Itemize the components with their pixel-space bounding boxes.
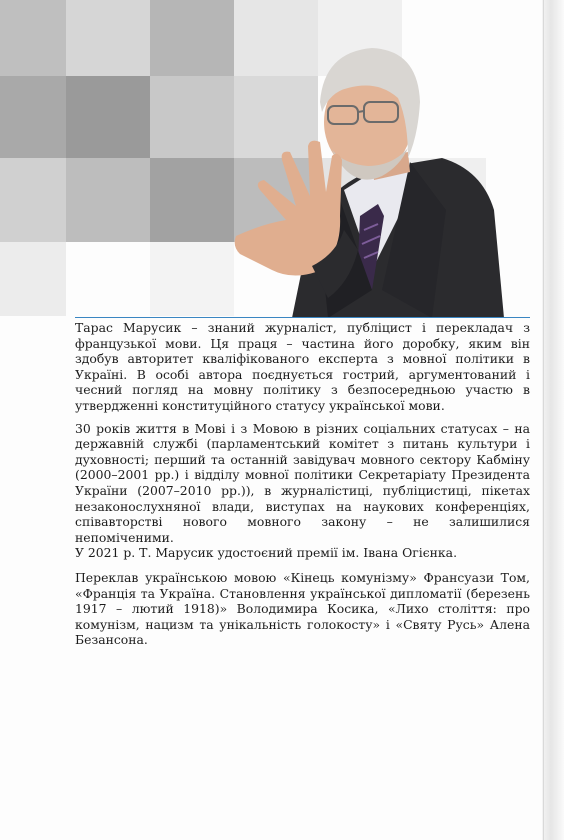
author-bio: [75, 320, 530, 655]
bio-paragraph: 30 років життя в Мові і з Мовою в різних соціальних статусах – на державній службі (парламентський комітет з питань культури і духовності; перший та останній завідувач мовного сектору Кабміну (2000–2001 рр.) і відділу мовної політики Секретаріату Президента України (2007–2010 рр.)), в журналістиці, публіцистиці, пікетах незаконослухняної влади, виступах на наукових конференціях, співавторстві нового мовного закону – не залишилися непоміченими.: [75, 420, 530, 545]
decor-tile: [0, 0, 66, 76]
decor-tile: [0, 242, 66, 316]
bio-paragraph: Переклав українською мовою «Кінець комунізму» Франсуази Том, «Франція та Україна. Становлення української дипломатії (березень 1917 – лютий 1918)» Володимира Косика, «Лихо століття: про комунізм, нацизм та унікальність голокосту» і «Святу Русь» Алена Безансона.: [75, 569, 530, 648]
cover-fold-line: [543, 0, 544, 840]
decor-tile: [66, 76, 150, 158]
decor-tile: [66, 158, 150, 242]
decor-tile: [150, 76, 234, 158]
decor-tile: [0, 76, 66, 158]
decor-tile: [150, 242, 234, 316]
decor-tile: [150, 0, 234, 76]
decor-tile: [66, 0, 150, 76]
blue-divider-rule: [75, 317, 530, 318]
decor-tile: [0, 158, 66, 242]
bio-paragraph: У 2021 р. Т. Марусик удостоєний премії ім. Івана Огієнка.: [75, 545, 458, 561]
cover-edge: [542, 0, 564, 840]
decor-tile: [150, 158, 234, 242]
bio-paragraph: Тарас Марусик – знаний журналіст, публіцист і перекладач з французької мови. Ця праця – частина його доробку, яким він здобув авторитет кваліфікованого експерта з мовної політики в Україні. В особі автора поєднується гострий, аргументований і чесний погляд на мовну політику з безпосередньою участю в утвердженні конституційного статусу української мови.: [75, 320, 530, 413]
author-photo: [232, 40, 504, 318]
